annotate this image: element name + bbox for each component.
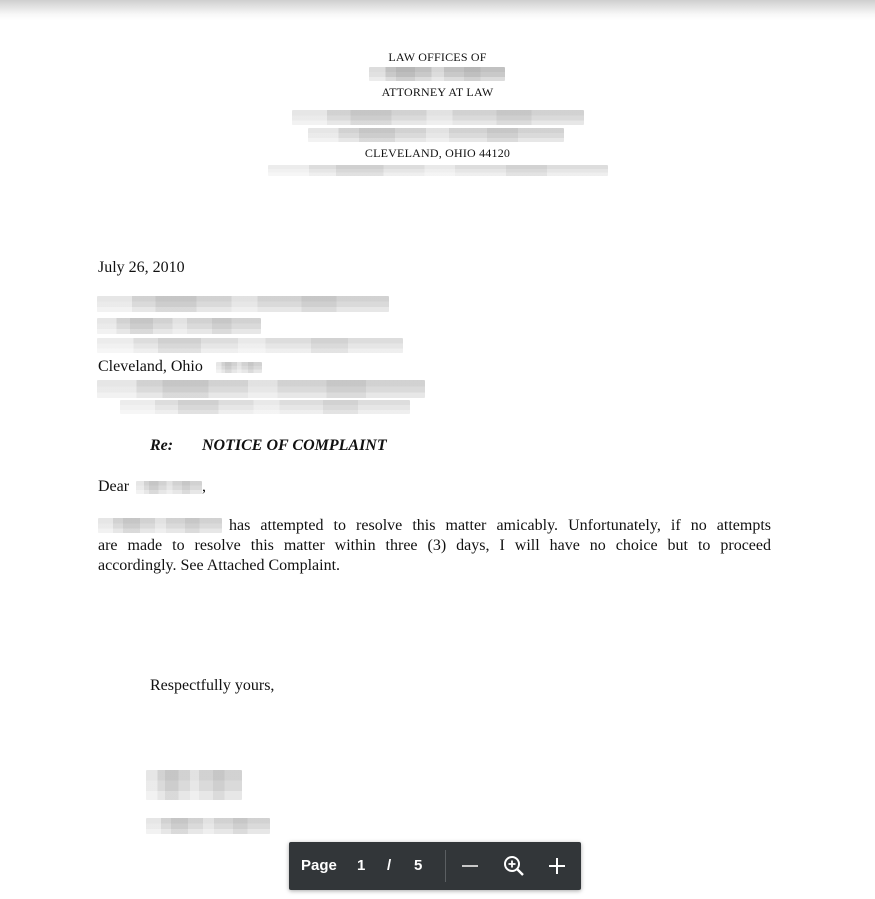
redacted-recipient-line-3 (97, 338, 403, 353)
redacted-salutation-name (136, 481, 202, 494)
redacted-contact-line (268, 165, 608, 176)
redacted-recipient-line-1 (97, 296, 389, 312)
redacted-client-name (98, 518, 222, 533)
page-toolbar (289, 842, 581, 890)
salutation-prefix: Dear (98, 478, 130, 495)
total-pages: 5 (414, 857, 423, 874)
body-line-3: accordingly. See Attached Complaint. (98, 557, 341, 574)
zoom-out-button[interactable] (456, 852, 484, 880)
zoom-in-button[interactable] (543, 852, 571, 880)
page-label: Page (301, 857, 337, 874)
body-line-2: are made to resolve this matter within three (3) days, I will have no choice but to proceed (98, 537, 771, 554)
salutation-comma: , (202, 478, 206, 495)
zoom-out-icon (456, 852, 484, 880)
redacted-attorney-name (369, 67, 505, 81)
redacted-recipient-line-5 (120, 400, 410, 414)
redacted-signature (146, 770, 242, 800)
letter-date: July 26, 2010 (98, 259, 185, 276)
page-separator: / (387, 857, 392, 874)
zoom-in-magnifier-button[interactable] (500, 852, 528, 880)
subject-label: Re: (150, 437, 174, 454)
current-page-input[interactable]: 1 (357, 857, 366, 874)
letterhead-line-1: LAW OFFICES OF (388, 50, 487, 64)
redacted-signer-name (146, 818, 270, 834)
redacted-address-line-2 (308, 128, 564, 142)
closing-text: Respectfully yours, (150, 677, 275, 694)
redacted-recipient-line-2 (97, 318, 261, 334)
recipient-city-line: Cleveland, Ohio (98, 358, 203, 375)
subject-title: NOTICE OF COMPLAINT (202, 437, 387, 454)
zoom-in-plus-icon (543, 852, 571, 880)
letterhead-city-line: CLEVELAND, OHIO 44120 (364, 146, 511, 160)
redacted-address-line-1 (292, 110, 584, 125)
redacted-recipient-line-4 (97, 380, 425, 398)
zoom-in-magnifier-icon (500, 852, 528, 880)
body-line-1: has attempted to resolve this matter amicably. Unfortunately, if no attempts (229, 517, 771, 534)
letterhead-line-2: ATTORNEY AT LAW (381, 85, 494, 99)
toolbar-divider (445, 850, 446, 882)
redacted-recipient-zip (216, 362, 262, 373)
